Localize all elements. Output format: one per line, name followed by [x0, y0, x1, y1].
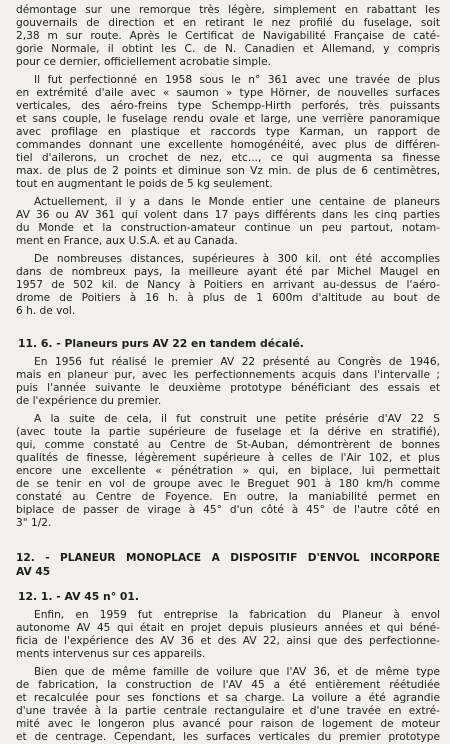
- text-line: 2,38 m sur route. Après le Certificat de Navigabilité Française de caté-: [16, 30, 440, 42]
- text-line: tout en augmentant le poids de 5 kg seulement.: [16, 178, 273, 190]
- text-line: du Monde et la construction-amateur continue un peu partout, notam-: [16, 222, 440, 234]
- text-line: d'une travée à la partie centrale rectangulaire et d'une travée en extré-: [16, 705, 440, 717]
- text-line: gorie Normale, il obtint les C. de N. Canadien et Allemand, y compris: [16, 43, 440, 55]
- text-line: avec profilage en plastique et raccords type Karman, un rapport de: [16, 126, 440, 138]
- text-line: ments intervenus sur ces appareils.: [16, 648, 206, 660]
- text-line: qui, comme constaté au Centre de St-Auban, démontrèrent de bonnes: [16, 439, 440, 451]
- text-line: ment en France, aux U.S.A. et au Canada.: [16, 235, 238, 247]
- section-heading: AV 45: [16, 566, 51, 578]
- text-line: (avec toute la partie supérieure de fuselage et la dérive en stratifié),: [16, 426, 440, 438]
- text-line: encore une excellente « pénétration » qui, en biplace, lui permettait: [16, 465, 440, 477]
- text-line: de l'expérience du premier.: [16, 395, 162, 407]
- text-line: tiel d'ailerons, un crochet de nez, etc..., ce qui augmenta sa finesse: [16, 152, 440, 164]
- text-line: 3" 1/2.: [16, 517, 52, 529]
- text-line: et sans couple, le fuselage rendu ovale et large, une verrière panoramique: [16, 113, 440, 125]
- text-line: qualités de finesse, légèrement supérieure à celles de l'Air 102, et plus: [16, 452, 440, 464]
- section-heading: 12. - PLANEUR MONOPLACE A DISPOSITIF D'ENVOL INCORPORE: [16, 552, 440, 564]
- text-line: pour ce dernier, officiellement acrobatie simple.: [16, 56, 271, 68]
- text-line: Il fut perfectionné en 1958 sous le n° 361 avec une travée de plus: [34, 74, 440, 86]
- text-line: 1957 de 502 kil. de Nancy à Poitiers en arrivant au-dessus de l'aéro-: [16, 279, 440, 291]
- text-line: de se tenir en vol de groupe avec le Breguet 901 à 180 km/h comme: [16, 478, 440, 490]
- text-line: constaté au Centre de Foyence. En outre, la maniabilité permet en: [16, 491, 440, 503]
- text-line: AV 36 ou AV 361 qui volent dans 17 pays différents dans les cinq parties: [16, 209, 440, 221]
- section-heading: 11. 6. - Planeurs purs AV 22 en tandem décalé.: [18, 337, 304, 350]
- text-line: en extrémité d'aile avec « saumon » type Hörner, de nouvelles surfaces: [16, 87, 440, 99]
- text-line: biplace de passer de virage à 45° d'un côté à 45° de l'autre côté en: [16, 504, 440, 516]
- text-line: ficia de l'expérience des AV 36 et des AV 22, ainsi que des perfectionne-: [16, 635, 440, 647]
- text-line: mais en planeur pur, avec les perfectionnements acquis dans l'intervalle ;: [16, 369, 440, 381]
- text-line: A la suite de cela, il fut construit une petite présérie d'AV 22 S: [34, 413, 440, 425]
- text-line: De nombreuses distances, supérieures à 300 kil. ont été accomplies: [34, 253, 440, 265]
- text-line: 6 h. de vol.: [16, 305, 76, 317]
- text-line: mité avec le longeron plus avancé pour raison de logement de moteur: [16, 718, 440, 730]
- text-line: Bien que de même famille de voilure que l'AV 36, et de même type: [34, 666, 440, 678]
- text-line: Enfin, en 1959 fut entreprise la fabrication du Planeur à envol: [34, 609, 440, 621]
- text-line: drome de Poitiers à 16 h. à plus de 1 600m d'altitude au bout de: [16, 292, 440, 304]
- text-line: dans de nombreux pays, la meilleure ayant été par Michel Maugel en: [16, 266, 440, 278]
- text-line: max. de plus de 2 points et diminue son Vz min. de plus de 6 centimètres,: [16, 165, 440, 177]
- text-line: autonome AV 45 qui était en projet depuis plusieurs années et qui béné-: [16, 622, 440, 634]
- section-heading: 12. 1. - AV 45 n° 01.: [18, 590, 139, 603]
- text-line: de fabrication, la construction de l'AV 45 a été entièrement réétudiée: [16, 679, 440, 691]
- text-line: puis l'année suivante le deuxième prototype bénéficiant des essais et: [16, 382, 440, 394]
- text-line: Actuellement, il y a dans le Monde entier une centaine de planeurs: [34, 196, 440, 208]
- text-line: verticales, des aéro-freins type Schempp-Hirth perforés, très puissants: [16, 100, 440, 112]
- text-line: gouvernails de direction et en retirant le nez profilé du fuselage, soit: [16, 17, 440, 29]
- text-line: En 1956 fut réalisé le premier AV 22 présenté au Congrès de 1946,: [34, 356, 440, 368]
- text-line: et recalculée pour ses fonctions et sa charge. La voilure a été agrandie: [16, 692, 440, 704]
- text-line: démontage sur une remorque très légère, simplement en rabattant les: [16, 4, 440, 16]
- text-line: commandes donnant une excellente homogénéité, avec plus de différen-: [16, 139, 440, 151]
- text-line: et de centrage. Cependant, les surfaces verticales du premier prototype: [16, 731, 440, 743]
